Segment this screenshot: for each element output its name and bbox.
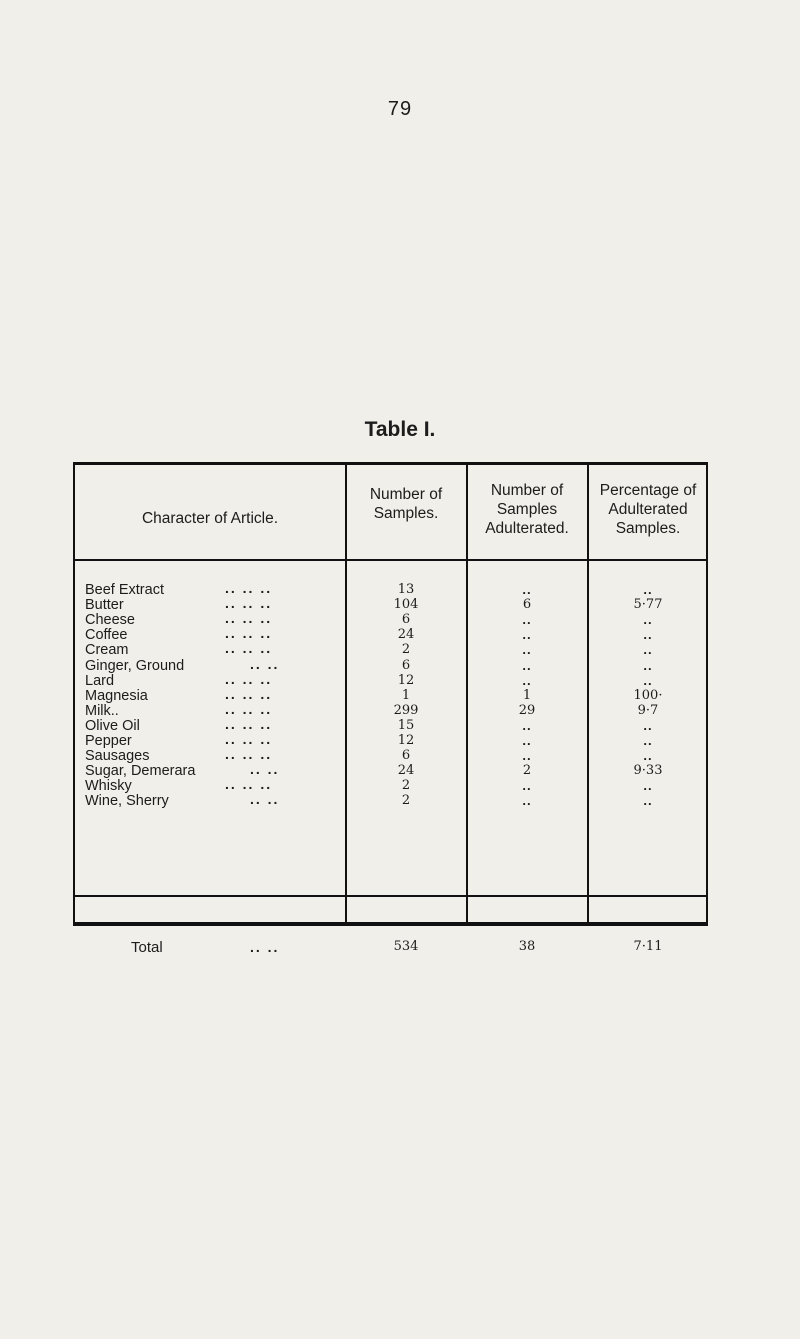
header-character: Character of Article.	[141, 510, 279, 527]
page-number: 79	[387, 98, 413, 120]
leader-dots: .. .. ..	[225, 595, 273, 612]
percentage-cell: ..	[643, 582, 653, 597]
article-name: Lard	[85, 672, 115, 689]
table-row	[75, 642, 706, 658]
adulterated-cell: ..	[522, 733, 532, 748]
article-name: Pepper	[85, 733, 132, 749]
article-name: Ginger, Ground	[85, 657, 185, 674]
samples-cell: 6	[401, 612, 411, 628]
samples-cell: 12	[397, 733, 415, 748]
total-row	[75, 939, 706, 955]
total-samples: 534	[393, 939, 419, 954]
article-name: Olive Oil	[85, 717, 140, 734]
percentage-cell: 100·	[633, 687, 663, 703]
adulterated-cell: ..	[522, 612, 532, 628]
adulterated-cell: ..	[522, 582, 532, 597]
adulterated-cell: ..	[522, 672, 532, 688]
samples-cell: 24	[397, 627, 415, 643]
header-samples: Number of Samples.	[369, 486, 443, 522]
samples-cell: 12	[397, 672, 415, 688]
percentage-cell: ..	[643, 748, 653, 764]
percentage-cell: ..	[643, 793, 653, 809]
table-row	[75, 778, 706, 794]
samples-cell: 2	[401, 793, 411, 809]
percentage-cell: 9·33	[633, 763, 663, 779]
samples-cell: 6	[401, 748, 411, 764]
table-row	[75, 733, 706, 749]
table-row	[75, 793, 706, 809]
total-adulterated: 38	[518, 939, 536, 954]
table-row	[75, 627, 706, 643]
article-name: Cheese	[85, 612, 135, 629]
adulterated-cell: ..	[522, 627, 532, 643]
article-name: Sugar, Demerara	[85, 763, 196, 780]
leader-dots: .. .. ..	[225, 625, 273, 642]
leader-dots: .. .. ..	[225, 776, 273, 793]
table-row	[75, 700, 706, 719]
adulterated-cell: 29	[518, 702, 536, 718]
article-name: Coffee	[85, 627, 128, 644]
adulterated-cell: ..	[522, 642, 532, 658]
table-row	[75, 685, 706, 704]
header-rule	[75, 559, 706, 561]
leader-dots: .. ..	[250, 655, 280, 672]
percentage-cell: ..	[643, 733, 653, 748]
adulterated-cell: 1	[522, 687, 532, 703]
table-title: Table I.	[364, 418, 436, 441]
samples-cell: 13	[397, 582, 415, 597]
percentage-cell: ..	[643, 657, 653, 673]
samples-cell: 104	[393, 597, 419, 613]
adulterated-cell: 2	[522, 763, 532, 779]
total-label: Total	[131, 939, 163, 956]
leader-dots: .. .. ..	[225, 610, 273, 627]
table-row	[75, 655, 706, 674]
table-row	[75, 597, 706, 613]
adulterated-cell: ..	[522, 717, 532, 733]
percentage-cell: ..	[643, 627, 653, 643]
article-name: Milk..	[85, 702, 119, 719]
article-name: Butter	[85, 597, 124, 614]
percentage-cell: ..	[643, 612, 653, 628]
percentage-cell: 9·7	[637, 702, 659, 718]
leader-dots: .. .. ..	[225, 580, 273, 596]
percentage-cell: ..	[643, 717, 653, 733]
article-name: Sausages	[85, 748, 150, 765]
leader-dots: .. .. ..	[225, 640, 273, 657]
table-row	[75, 670, 706, 689]
samples-cell: 2	[401, 778, 411, 794]
leader-dots: .. .. ..	[225, 731, 273, 747]
adulterated-cell: 6	[522, 597, 532, 613]
table-row	[75, 715, 706, 734]
leader-dots: .. .. ..	[225, 670, 273, 687]
table-row	[75, 612, 706, 628]
data-table	[73, 462, 708, 956]
article-name: Wine, Sherry	[85, 793, 169, 810]
article-name: Whisky	[85, 778, 132, 795]
leader-dots: .. .. ..	[225, 685, 273, 702]
table-row	[75, 582, 706, 598]
samples-cell: 299	[393, 702, 419, 718]
total-rule	[75, 895, 706, 897]
samples-cell: 6	[401, 657, 411, 673]
leader-dots: .. ..	[250, 939, 280, 955]
article-name: Beef Extract	[85, 582, 164, 598]
samples-cell: 2	[401, 642, 411, 658]
article-name: Magnesia	[85, 687, 148, 704]
adulterated-cell: ..	[522, 748, 532, 764]
leader-dots: .. .. ..	[225, 746, 273, 763]
table-row	[75, 748, 706, 764]
article-name: Cream	[85, 642, 129, 659]
header-adulterated: Number of Samples Adulterated.	[485, 482, 569, 537]
samples-cell: 24	[397, 763, 415, 779]
percentage-cell: ..	[643, 642, 653, 658]
adulterated-cell: ..	[522, 657, 532, 673]
percentage-cell: 5·77	[633, 597, 663, 613]
leader-dots: .. .. ..	[225, 715, 273, 732]
header-percentage: Percentage of Adulterated Samples.	[599, 482, 697, 537]
percentage-cell: ..	[643, 672, 653, 688]
leader-dots: .. .. ..	[225, 700, 273, 717]
total-percentage: 7·11	[633, 939, 663, 954]
samples-cell: 1	[401, 687, 411, 703]
leader-dots: .. ..	[250, 791, 280, 808]
adulterated-cell: ..	[522, 793, 532, 809]
table-row	[75, 763, 706, 779]
leader-dots: .. ..	[250, 761, 280, 778]
samples-cell: 15	[397, 717, 415, 733]
adulterated-cell: ..	[522, 778, 532, 794]
percentage-cell: ..	[643, 778, 653, 794]
